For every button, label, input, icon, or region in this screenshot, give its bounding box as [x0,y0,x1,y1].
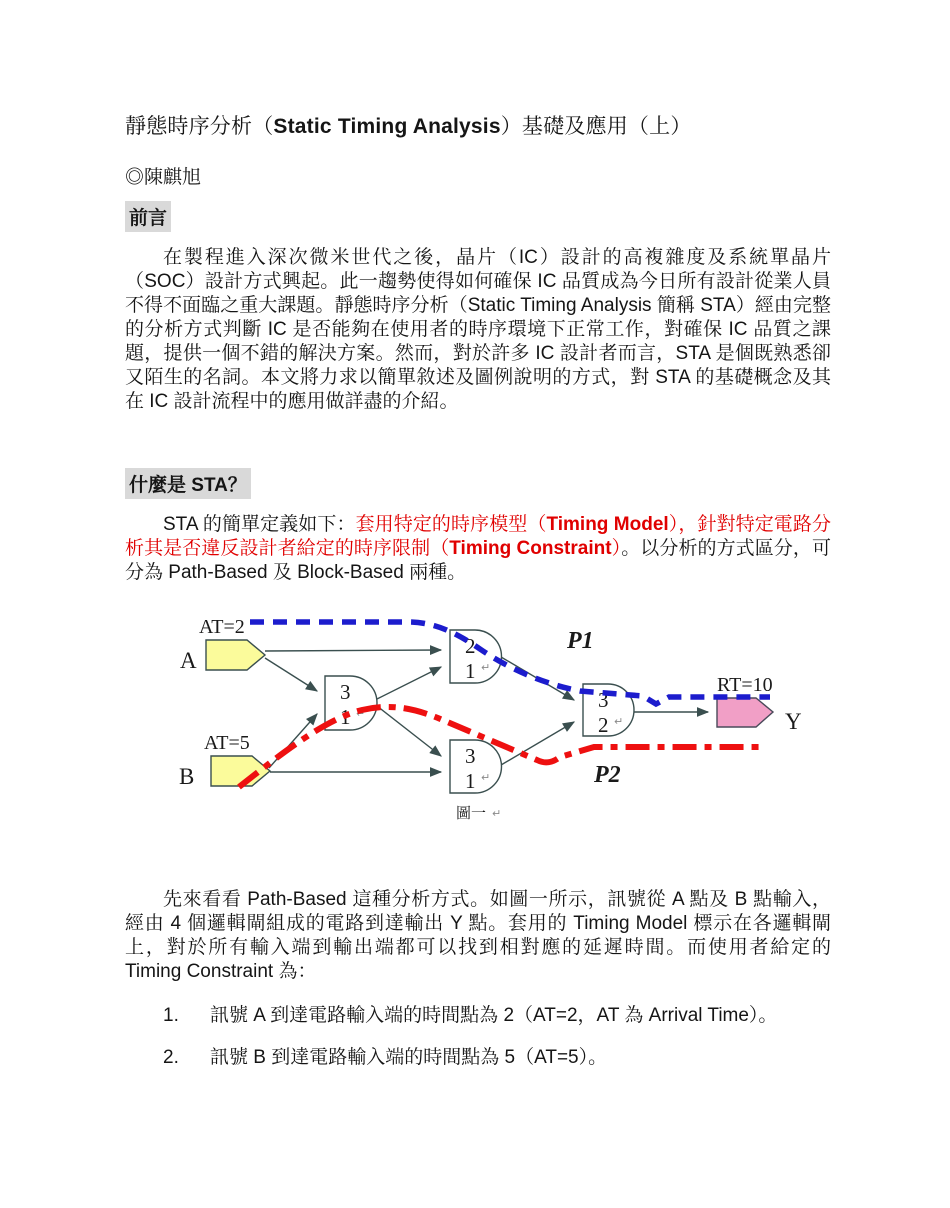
gate4-delay-top: 3 [598,688,609,712]
gate3-delay-top: 3 [465,744,476,768]
wire-gate1-to-gate2 [377,667,441,699]
pilcrow-mark: ↵ [614,715,624,728]
paragraph-intro: 在製程進入深次微米世代之後，晶片（IC）設計的高複雜度及系統單晶片（SOC）設計方式興起。此一趨勢使得如何確保 IC 品質成為今日所有設計從業人員不得不面臨之重大課題。靜態時序分析（Static Timing Analysis 簡稱 STA）經由完整的分析方式判斷 IC 是否能夠在使用者的時序環境下正常工作，對確保 IC 品質之課題，提供一個不錯的解決方案。然而，對於許多 IC 設計者而言，STA 是個既熟悉卻又陌生的名詞。本文將力求以簡單敘述及圖例說明的方式，對 STA 的基礎概念及其在 IC 設計流程中的應用做詳盡的介紹。 [125,247,831,412]
paragraph-path-based: 先來看看 Path-Based 這種分析方式。如圖一所示，訊號從 A 點及 B 點輸入，經由 4 個邏輯閘組成的電路到達輸出 Y 點。套用的 Timing Model 標示在各邏輯閘上，對於所有輸入端到輸出端都可以找到相對應的延遲時間。而使用者給定的 Timing Constraint 為： [125,889,831,982]
wire-b-to-gate1 [269,714,317,768]
output-y-label: Y [785,709,802,734]
gate1-delay-bottom: 1 [340,705,351,729]
path-p2-red-dashdot [239,707,766,787]
input-b-label: B [179,764,195,789]
wire-a-to-gate1 [265,658,317,691]
input-a-port [206,640,265,670]
output-y-port [717,698,773,727]
list-item-number: 2. [163,1047,179,1068]
heading-preface: 前言 [125,201,171,232]
path-p1-label: P1 [567,628,594,654]
heading-what-is-sta: 什麼是 STA？ [125,468,251,499]
input-a-arrival-time: AT=2 [199,616,245,638]
list-item-text: 訊號 B 到達電路輸入端的時間點為 5（AT=5）。 [210,1047,608,1068]
list-item-text: 訊號 A 到達電路輸入端的時間點為 2（AT=2，AT 為 Arrival Time）。 [210,1005,778,1026]
wire-gate1-to-gate3 [377,706,441,756]
figure-caption: 圖一 [456,805,487,822]
pilcrow-mark: ↵ [492,807,502,820]
input-b-port [211,756,270,786]
pilcrow-mark: ↵ [481,661,491,674]
gate3-delay-bottom: 1 [465,769,476,793]
paragraph-definition: STA 的簡單定義如下：套用特定的時序模型（Timing Model），針對特定電路分析其是否違反設計者給定的時序限制（Timing Constraint）。以分析的方式區分，可分為 Path-Based 及 Block-Based 兩種。 [125,514,831,583]
gate3-shape [450,740,502,793]
author-byline: ◎陳麒旭 [125,167,202,188]
list-item [163,1046,853,1070]
list-item [163,1004,853,1028]
pilcrow-mark: ↵ [356,707,366,720]
output-required-time: RT=10 [717,674,773,696]
input-b-arrival-time: AT=5 [204,732,250,754]
gate2-delay-top: 2 [465,634,476,658]
list-item-number: 1. [163,1005,179,1026]
document-title: 靜態時序分析（Static Timing Analysis）基礎及應用（上） [125,115,692,138]
pilcrow-mark: ↵ [481,771,491,784]
gate1-delay-top: 3 [340,680,351,704]
gate-group [325,630,634,793]
path-p2-label: P2 [594,762,621,788]
gate4-delay-bottom: 2 [598,713,609,737]
gate2-delay-bottom: 1 [465,659,476,683]
input-a-label: A [180,648,197,673]
wire-a-to-gate2 [265,650,441,651]
